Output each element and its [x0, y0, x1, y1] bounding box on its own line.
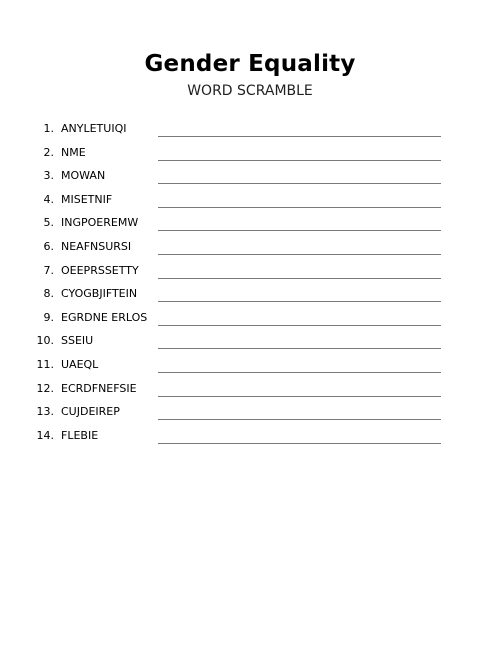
answer-line — [158, 443, 441, 444]
scrambled-word: NME — [61, 145, 86, 159]
scramble-item — [0, 401, 500, 425]
scrambled-word: NEAFNSURSI — [61, 239, 132, 253]
scrambled-word: SSEIU — [61, 334, 94, 348]
item-number: 5. — [43, 216, 54, 230]
scrambled-word: INGPOEREMW — [61, 216, 139, 230]
scramble-item — [0, 307, 500, 331]
item-number: 6. — [43, 239, 54, 253]
scrambled-word: ECRDFNEFSIE — [61, 381, 137, 395]
scramble-item — [0, 425, 500, 449]
scramble-item — [0, 330, 500, 354]
item-number: 8. — [43, 287, 54, 301]
scramble-item — [0, 142, 500, 166]
scramble-list — [0, 118, 500, 448]
answer-line — [158, 183, 441, 184]
item-number: 10. — [36, 334, 54, 348]
answer-line — [158, 372, 441, 373]
item-number: 13. — [36, 405, 54, 419]
scrambled-word: MOWAN — [61, 169, 106, 183]
scramble-item — [0, 189, 500, 213]
answer-line — [158, 396, 441, 397]
answer-line — [158, 278, 441, 279]
item-number: 12. — [36, 381, 54, 395]
scrambled-word: OEEPRSSETTY — [61, 263, 139, 277]
answer-line — [158, 160, 441, 161]
answer-line — [158, 136, 441, 137]
worksheet-subtitle: WORD SCRAMBLE — [187, 83, 313, 99]
item-number: 11. — [36, 357, 54, 371]
item-number: 9. — [43, 310, 54, 324]
scramble-item — [0, 236, 500, 260]
scrambled-word: ANYLETUIQI — [61, 122, 127, 135]
scrambled-word: EGRDNE ERLOS — [61, 310, 148, 324]
scrambled-word: FLEBIE — [61, 428, 99, 442]
answer-line — [158, 348, 441, 349]
scramble-item — [0, 260, 500, 284]
scramble-item — [0, 283, 500, 307]
answer-line — [158, 301, 441, 302]
item-number: 2. — [43, 145, 54, 159]
scramble-item — [0, 118, 500, 142]
scramble-item — [0, 165, 500, 189]
scramble-item — [0, 212, 500, 236]
answer-line — [158, 207, 441, 208]
item-number: 7. — [43, 263, 54, 277]
answer-line — [158, 325, 441, 326]
worksheet-title: Gender Equality — [144, 51, 356, 77]
item-number: 4. — [43, 192, 54, 206]
answer-line — [158, 419, 441, 420]
scrambled-word: UAEQL — [61, 357, 99, 371]
answer-line — [158, 230, 441, 231]
answer-line — [158, 254, 441, 255]
item-number: 3. — [43, 169, 54, 183]
scramble-item — [0, 378, 500, 402]
scrambled-word: CYOGBJIFTEIN — [61, 287, 138, 301]
scrambled-word: MISETNIF — [61, 192, 113, 206]
item-number: 1. — [43, 122, 54, 135]
scramble-item — [0, 354, 500, 378]
item-number: 14. — [36, 428, 54, 442]
scrambled-word: CUJDEIREP — [61, 405, 120, 419]
